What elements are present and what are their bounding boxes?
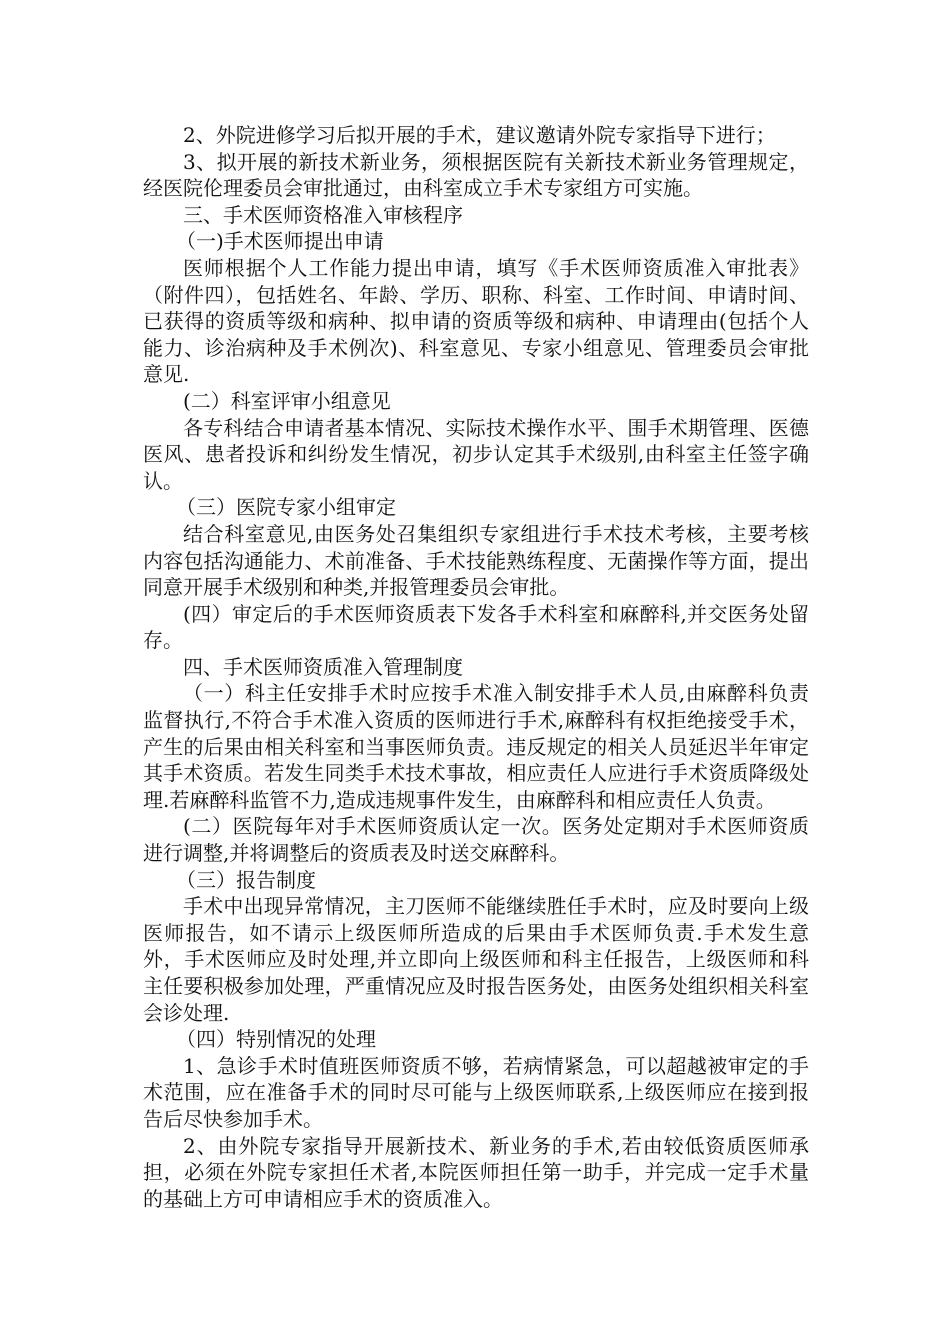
subsection-heading-3-1: （一)手术医师提出申请 [176,229,384,254]
document-page [143,122,809,1212]
subsection-heading-3-2: (二）科室评审小组意见 [183,388,391,413]
paragraph-reporting: 手术中出现异常情况，主刀医师不能继续胜任手术时，应及时要向上级医师报告，如不请示上级医师所造成的后果由手术医师负责.手术发生意外，手术医师应及时处理,并立即向上级医师和科主任报告，上级医师和科主任要积极参加处理，严重情况应及时报告医务处，由医务处组织相关科室会诊处理. [143,894,809,1025]
paragraph-scheduling: （一）科主任安排手术时应按手术准入制安排手术人员,由麻醉科负责监督执行,不符合手术准入资质的医师进行手术,麻醉科有权拒绝接受手术，产生的后果由相关科室和当事医师负责。违反规定的相关人员延迟半年审定其手术资质。若发生同类手术技术事故，相应责任人应进行手术资质降级处理.若麻醉科监管不力,造成违规事件发生，由麻醉科和相应责任人负责。 [143,681,809,812]
paragraph-expert-review: 结合科室意见,由医务处召集组织专家组进行手术技术考核，主要考核内容包括沟通能力、术前准备、手术技能熟练程度、无菌操作等方面，提出同意开展手术级别和种类,并报管理委员会审批。 [143,521,809,600]
paragraph-item-3: 3、拟开展的新技术新业务，须根据医院有关新技术新业务管理规定，经医院伦理委员会审批通过，由科室成立手术专家组方可实施。 [143,149,809,201]
paragraph-distribution: (四）审定后的手术医师资质表下发各手术科室和麻醉科,并交医务处留存。 [143,601,809,653]
paragraph-department-review: 各专科结合申请者基本情况、实际技术操作水平、围手术期管理、医德医风、患者投诉和纠纷发生情况，初步认定其手术级别,由科室主任签字确认。 [143,415,809,493]
paragraph-annual-review: (二）医院每年对手术医师资质认定一次。医务处定期对手术医师资质进行调整,并将调整后的资质表及时送交麻醉科。 [143,814,809,866]
subsection-heading-3-3: （三）医院专家小组审定 [176,495,396,520]
paragraph-emergency: 1、急诊手术时值班医师资质不够，若病情紧急，可以超越被审定的手术范围，应在准备手术的同时尽可能与上级医师联系,上级医师应在接到报告后尽快参加手术。 [143,1053,809,1131]
paragraph-item-2: 2、外院进修学习后拟开展的手术，建议邀请外院专家指导下进行； [183,123,776,147]
section-heading-3: 三、手术医师资格准入审核程序 [183,202,463,227]
subsection-heading-4-3: （三）报告制度 [176,867,316,892]
paragraph-application: 医师根据个人工作能力提出申请，填写《手术医师资质准入审批表》（附件四），包括姓名、年龄、学历、职称、科室、工作时间、申请时间、已获得的资质等级和病种、拟申请的资质等级和病种、申请理由(包括个人能力、诊治病种及手术例次)、科室意见、专家小组意见、管理委员会审批意见. [143,255,809,387]
subsection-heading-4-4: （四）特别情况的处理 [176,1027,376,1052]
section-heading-4: 四、手术医师资质准入管理制度 [183,654,463,679]
paragraph-external-expert: 2、由外院专家指导开展新技术、新业务的手术,若由较低资质医师承担，必须在外院专家担任术者,本院医师担任第一助手，并完成一定手术量的基础上方可申请相应手术的资质准入。 [143,1133,809,1211]
